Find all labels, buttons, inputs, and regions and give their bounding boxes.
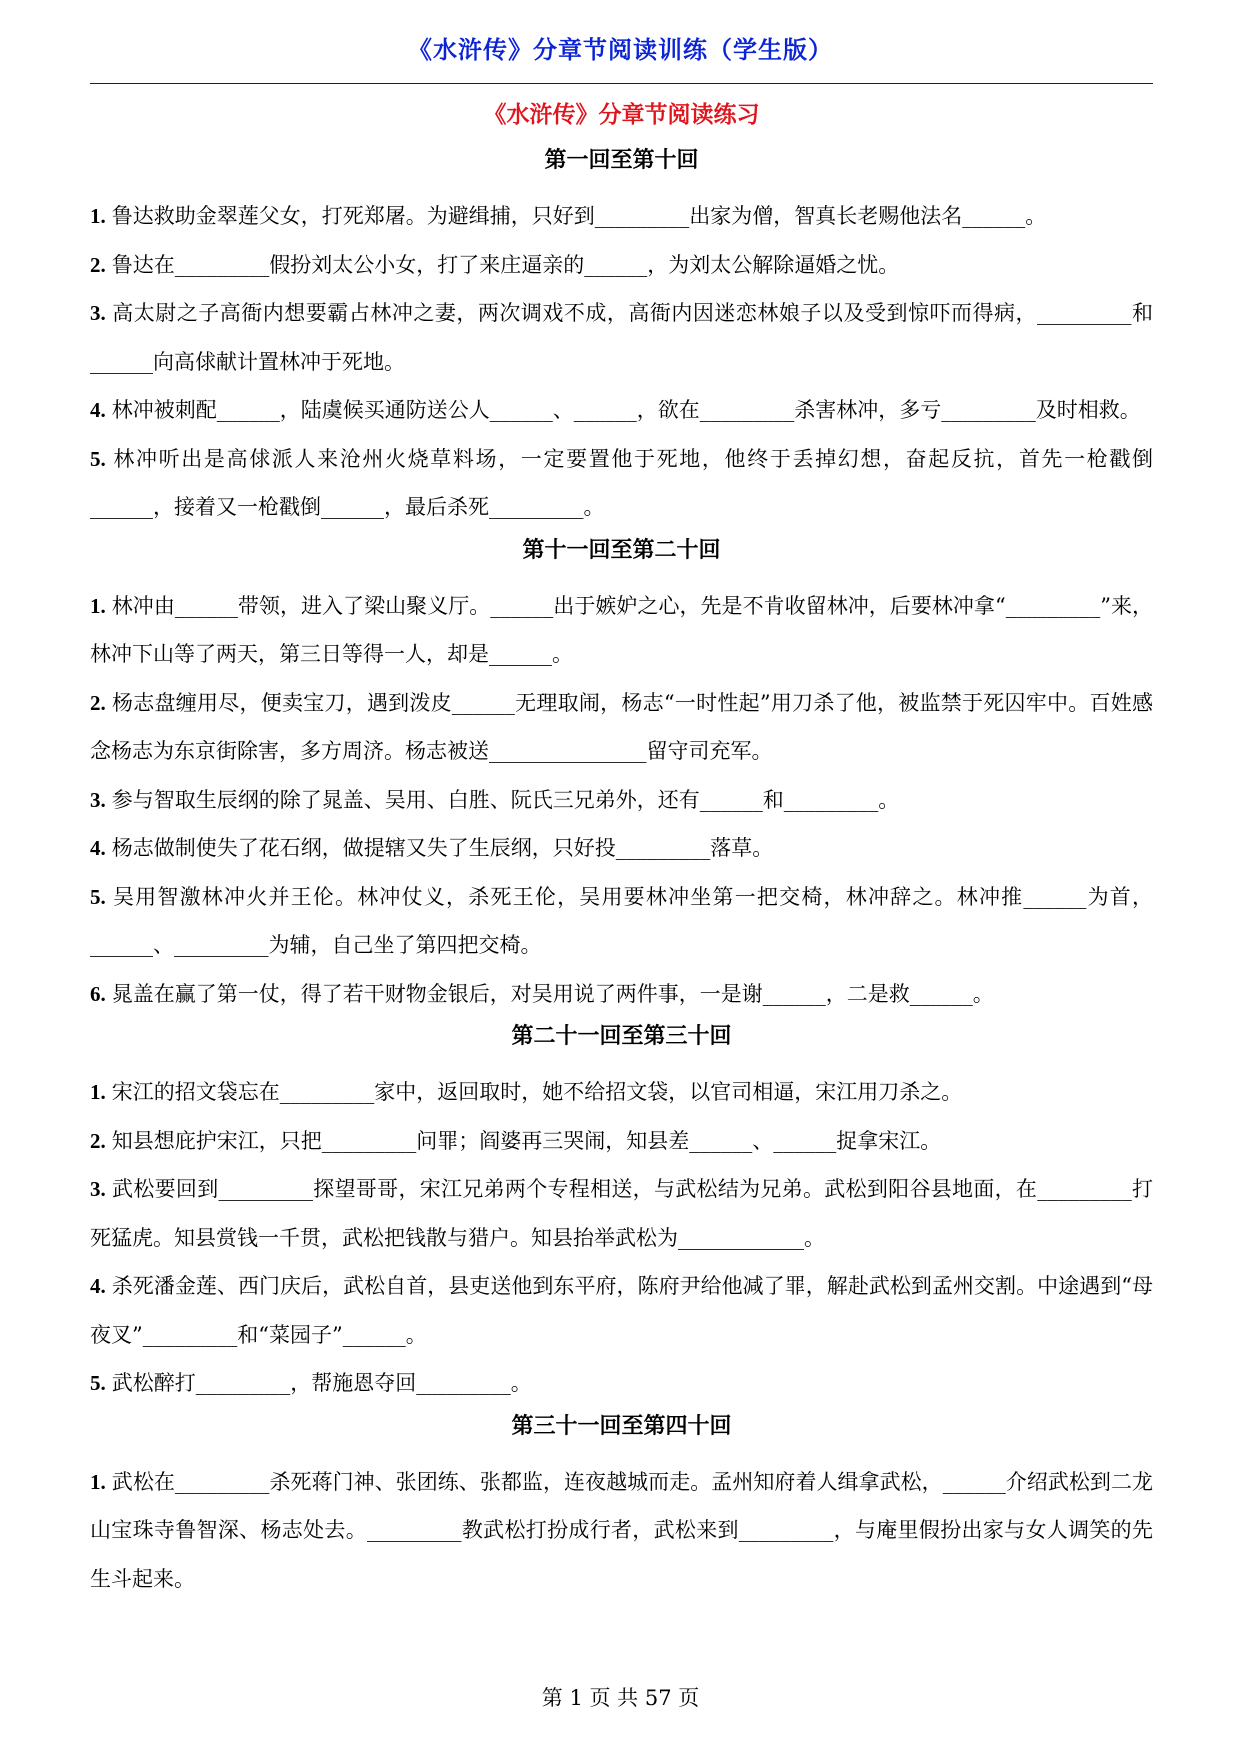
- question-number: 3.: [90, 787, 106, 812]
- question-item: [90, 1117, 1153, 1166]
- question-text: 武松醉打_________，帮施恩夺回_________。: [111, 1371, 532, 1395]
- page-header-title: 《水浒传》分章节阅读训练（学生版）: [408, 36, 833, 64]
- question-text: 林冲被刺配______，陆虞候买通防送公人______、______，欲在_________杀害林冲，多亏_________及时相救。: [111, 398, 1141, 422]
- section-title: 第二十一回至第三十回: [511, 1024, 732, 1049]
- question-text: 杨志盘缠用尽，便卖宝刀，遇到泼皮______无理取闹，杨志“一时性起”用刀杀了他，被监禁于死囚牢中。百姓感念杨志为东京街除害，多方周济。杨志被送_______________留守司充军。: [90, 690, 1153, 763]
- section-title: 第一回至第十回: [544, 148, 699, 173]
- question-item: [90, 679, 1153, 776]
- question-number: 4.: [90, 1274, 106, 1298]
- question-text: 武松在_________杀死蒋门神、张团练、张都监，连夜越城而走。孟州知府着人缉拿武松，______介绍武松到二龙山宝珠寺鲁智深、杨志处去。_________教武松打扮成行者，武松来到_________，与庵里假扮出家与女人调笑的先生斗起来。: [90, 1469, 1153, 1591]
- question-number: 3.: [90, 301, 106, 325]
- question-text: 杀死潘金莲、西门庆后，武松自首，县吏送他到东平府，陈府尹给他减了罪，解赴武松到孟州交割。中途遇到“母夜叉”_________和“菜园子”______。: [90, 1274, 1153, 1347]
- question-item: [90, 435, 1153, 532]
- question-text: 晁盖在赢了第一仗，得了若干财物金银后，对吴用说了两件事，一是谢______，二是救______。: [111, 981, 994, 1006]
- question-text: 杨志做制使失了花石纲，做提辖又失了生辰纲，只好投_________落草。: [111, 836, 774, 860]
- question-text: 鲁达在_________假扮刘太公小女，打了来庄逼亲的______，为刘太公解除逼婚之忧。: [111, 252, 900, 277]
- header-divider: [90, 83, 1153, 84]
- question-number: 4.: [90, 836, 106, 860]
- question-number: 6.: [90, 981, 106, 1006]
- question-item: [90, 241, 1153, 290]
- question-number: 1.: [90, 593, 106, 618]
- question-text: 吴用智激林冲火并王伦。林冲仗义，杀死王伦，吴用要林冲坐第一把交椅，林冲辞之。林冲推______为首，______、_________为辅，自己坐了第四把交椅。: [90, 884, 1153, 957]
- question-item: [90, 776, 1153, 825]
- question-text: 林冲听出是高俅派人来沧州火烧草料场，一定要置他于死地，他终于丢掉幻想，奋起反抗，首先一枪戳倒______，接着又一枪戳倒______，最后杀死_________。: [90, 446, 1153, 519]
- document-body: [90, 98, 1153, 1603]
- question-item: [90, 1165, 1153, 1262]
- question-number: 5.: [90, 884, 106, 909]
- question-item: [90, 1359, 1153, 1408]
- page-footer: 第 1 页 共 57 页: [541, 1686, 700, 1710]
- question-item: [90, 1068, 1153, 1117]
- question-text: 知县想庇护宋江，只把_________问罪；阎婆再三哭闹，知县差______、______捉拿宋江。: [111, 1128, 942, 1153]
- question-item: [90, 824, 1153, 873]
- question-item: [90, 1262, 1153, 1359]
- question-number: 2.: [90, 252, 106, 277]
- question-item: [90, 386, 1153, 435]
- question-item: [90, 582, 1153, 679]
- question-number: 4.: [90, 398, 106, 422]
- section-title: 第三十一回至第四十回: [511, 1413, 732, 1439]
- question-number: 2.: [90, 1128, 106, 1153]
- question-number: 1.: [90, 1080, 106, 1104]
- question-item: [90, 873, 1153, 970]
- question-text: 参与智取生辰纲的除了晁盖、吴用、白胜、阮氏三兄弟外，还有______和_________。: [111, 787, 900, 812]
- question-item: [90, 1458, 1153, 1604]
- question-text: 高太尉之子高衙内想要霸占林冲之妻，两次调戏不成，高衙内因迷恋林娘子以及受到惊吓而得病，_________和______向高俅献计置林冲于死地。: [90, 301, 1153, 374]
- question-item: [90, 192, 1153, 241]
- question-item: [90, 289, 1153, 386]
- question-number: 5.: [90, 1371, 106, 1395]
- question-number: 5.: [90, 446, 106, 471]
- question-number: 1.: [90, 1469, 106, 1494]
- question-text: 林冲由______带领，进入了梁山聚义厅。______出于嫉妒之心，先是不肯收留林冲，后要林冲拿“_________”来，林冲下山等了两天，第三日等得一人，却是______。: [90, 593, 1153, 666]
- question-number: 3.: [90, 1177, 106, 1201]
- document-title: 《水浒传》分章节阅读练习: [483, 102, 760, 128]
- question-number: 1.: [90, 204, 106, 228]
- question-text: 鲁达救助金翠莲父女，打死郑屠。为避缉捕，只好到_________出家为僧，智真长老赐他法名______。: [111, 204, 1047, 228]
- question-number: 2.: [90, 690, 106, 715]
- question-text: 宋江的招文袋忘在_________家中，返回取时，她不给招文袋，以官司相逼，宋江用刀杀之。: [111, 1080, 963, 1104]
- sections-container: [90, 144, 1153, 1603]
- question-item: [90, 970, 1153, 1019]
- question-text: 武松要回到_________探望哥哥，宋江兄弟两个专程相送，与武松结为兄弟。武松到阳谷县地面，在_________打死猛虎。知县赏钱一千贯，武松把钱散与猎户。知县抬举武松为____________。: [90, 1177, 1153, 1250]
- section-title: 第十一回至第二十回: [522, 537, 721, 563]
